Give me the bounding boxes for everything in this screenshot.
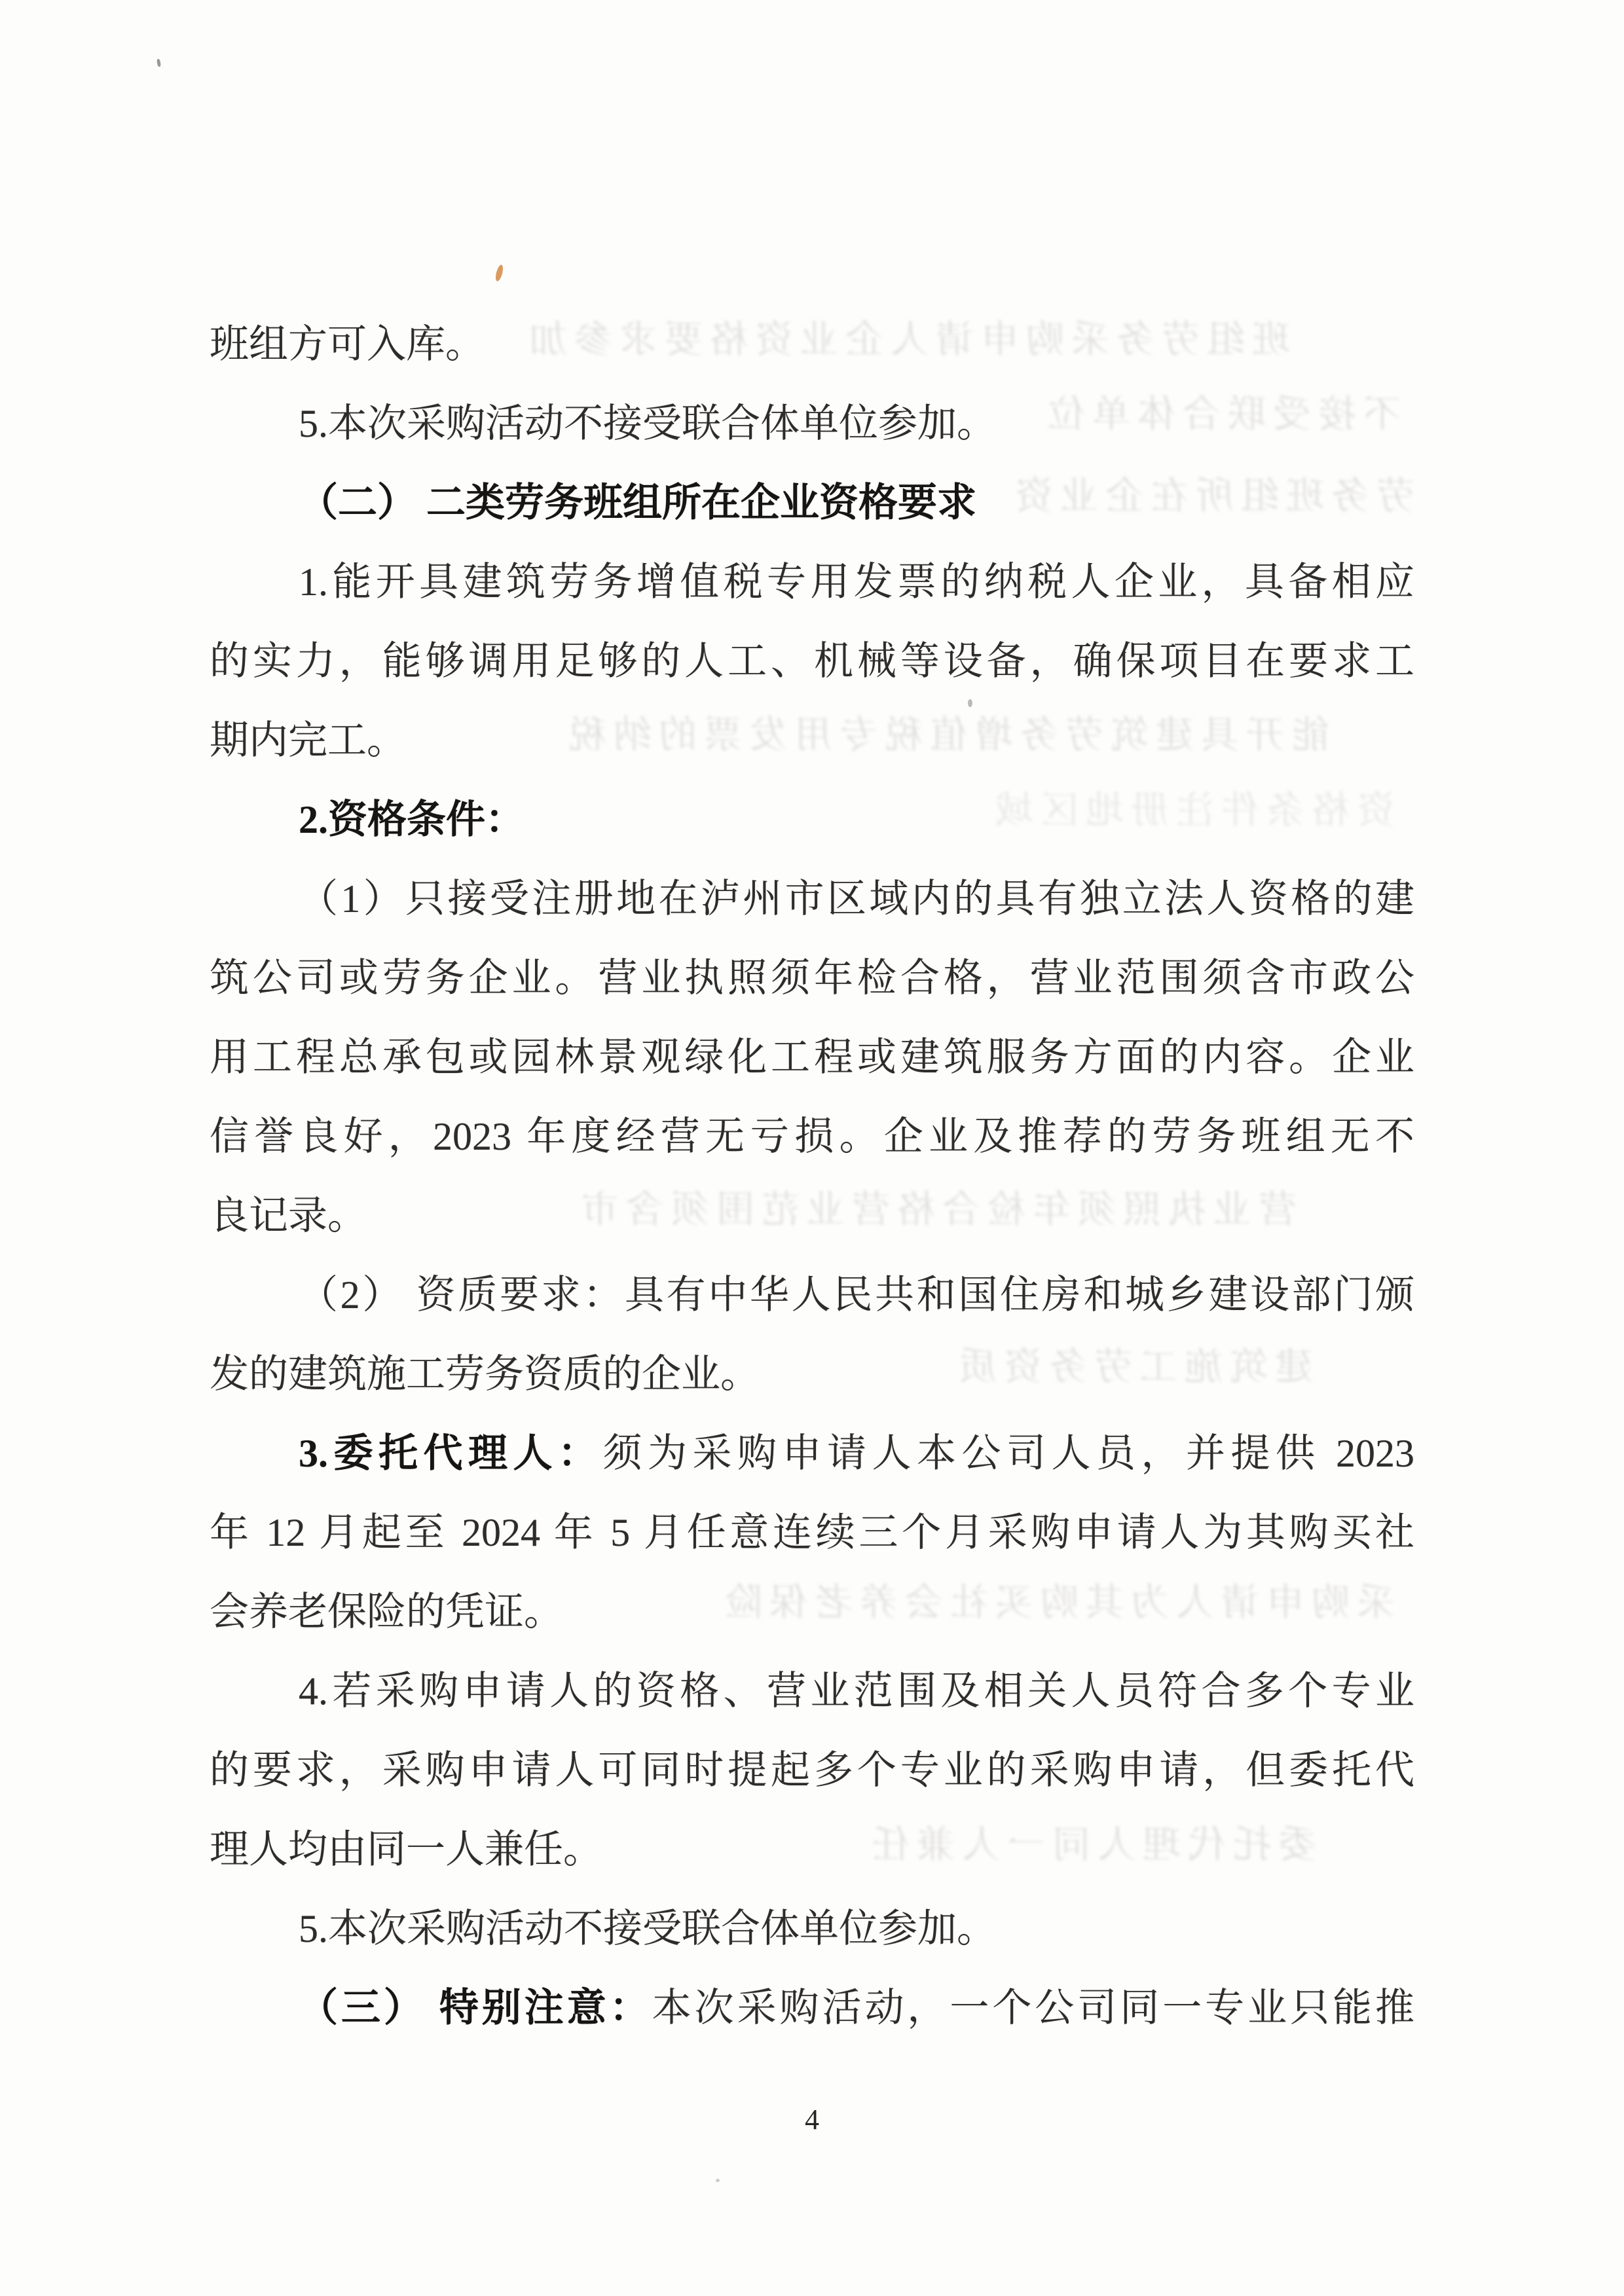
bleedthrough-artifact: 资格条件注册地区域: [987, 789, 1395, 831]
inline-heading: 3.委托代理人：: [299, 1432, 603, 1475]
bleedthrough-artifact: 劳务班组所在企业资: [1007, 475, 1414, 517]
text-line: 1.能开具建筑劳务增值税专用发票的纳税人企业，具备相应: [299, 560, 1414, 604]
text-line: 期内完工。: [210, 719, 406, 762]
text-line: 的实力，能够调用足够的人工、机械等设备，确保项目在要求工: [210, 640, 1414, 683]
section-heading: 2.资格条件：: [299, 798, 525, 841]
text-line: [210, 1414, 1414, 1493]
text-line: 发的建筑施工劳务资质的企业。: [210, 1353, 760, 1396]
text-line: （1）只接受注册地在泸州市区域内的具有独立法人资格的建: [299, 877, 1414, 920]
bleedthrough-artifact: 建筑施工劳务资质: [951, 1345, 1313, 1388]
text-line: 年 12 月起至 2024 年 5 月任意连续三个月采购申请人为其购买社: [210, 1511, 1414, 1554]
section-heading: （二） 二类劳务班组所在企业资格要求: [299, 481, 976, 524]
text-line: 良记录。: [210, 1194, 367, 1237]
bleedthrough-artifact: 委托代理人同一人兼任: [864, 1823, 1316, 1866]
text-line: （2） 资质要求：具有中华人民共和国住房和城乡建设部门颁: [299, 1273, 1414, 1317]
scan-speck: [716, 2179, 720, 2182]
text-line: 筑公司或劳务企业。营业执照须年检合格，营业范围须含市政公: [210, 957, 1414, 1000]
bleedthrough-artifact: 不接受联合体单位: [1039, 393, 1401, 435]
text-line: 理人均由同一人兼任。: [210, 1828, 602, 1871]
document-body: [210, 305, 1414, 2048]
text-line: 的要求，采购申请人可同时提起多个专业的采购申请，但委托代: [210, 1749, 1414, 1792]
scan-speck: [157, 59, 161, 67]
bleedthrough-artifact: 采购申请人为其购买社会养老保险: [716, 1581, 1395, 1624]
text-line: 班组方可入库。: [210, 323, 485, 366]
bleedthrough-artifact: 营业执照须年检合格营业范围须含市: [573, 1188, 1297, 1231]
text-line: 用工程总承包或园林景观绿化工程或建筑服务方面的内容。企业: [210, 1036, 1414, 1079]
text-line: 5.本次采购活动不接受联合体单位参加。: [299, 1907, 996, 1950]
page-number: 4: [805, 2104, 819, 2136]
bleedthrough-artifact: 班组劳务采购申请人企业资格要求参加: [521, 318, 1290, 361]
text-line: 信誉良好，2023 年度经营无亏损。企业及推荐的劳务班组无不: [210, 1115, 1414, 1158]
text-segment: 本次采购活动，一个公司同一专业只能推: [652, 1986, 1415, 2030]
text-line: [210, 1969, 1414, 2048]
bleedthrough-artifact: 能开具建筑劳务增值税专用发票的纳税: [561, 714, 1329, 756]
text-line: 会养老保险的凭证。: [210, 1590, 563, 1633]
text-line: 4.若采购申请人的资格、营业范围及相关人员符合多个专业: [299, 1669, 1414, 1713]
scan-fleck: [494, 264, 504, 282]
text-segment: 须为采购申请人本公司人员，并提供 2023: [602, 1432, 1414, 1475]
text-line: 5.本次采购活动不接受联合体单位参加。: [299, 402, 996, 445]
inline-heading: （三） 特别注意：: [299, 1986, 652, 2030]
